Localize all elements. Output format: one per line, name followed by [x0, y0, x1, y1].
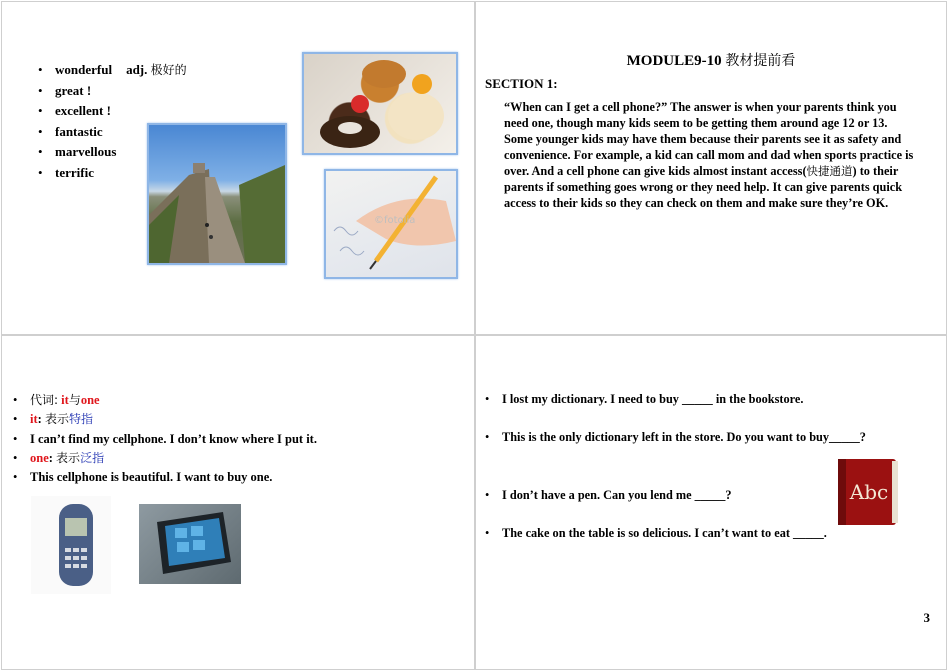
- pronoun-notes: [13, 391, 317, 487]
- example-sentence-one: This cellphone is beautiful. I want to buy one.: [30, 470, 273, 485]
- title-chinese: 教材提前看: [725, 53, 796, 69]
- list-item: [38, 81, 187, 102]
- list-item: [13, 410, 317, 429]
- hand-writing-photo: [324, 169, 458, 279]
- paragraph-part1: “When can I get a cell phone?” The answer is when your parents think you need one, though many kids seem to be getting them around age 12 or 13. Some younger kids may have them because their parents see it as safety and convenience. For example, a kid can call mom and dad when sports practice is over. And a cell phone can give kids almost instant access(: [504, 100, 914, 178]
- slide-exercises: [475, 335, 947, 670]
- photo-watermark: ©fotolia: [374, 215, 416, 226]
- list-item: [13, 391, 317, 410]
- section-heading: SECTION 1:: [485, 76, 558, 91]
- hand-writing-illustration: [326, 171, 456, 277]
- great-wall-photo: [147, 123, 287, 265]
- exercise-question: • This is the only dictionary left in the store. Do you want to buy_____?: [485, 429, 866, 445]
- colon: :: [48, 450, 53, 465]
- old-mobile-phone-photo: [31, 496, 111, 594]
- example-sentence-it: I can’t find my cellphone. I don’t know where I put it.: [30, 431, 317, 446]
- dictionary-book-illustration: [832, 457, 903, 527]
- pastries-photo: [302, 52, 458, 155]
- list-item: [13, 449, 317, 468]
- exercise-question: • I lost my dictionary. I need to buy _____ in the bookstore.: [485, 391, 803, 407]
- exercise-question: • I don’t have a pen. Can you lend me _____?: [485, 487, 732, 503]
- specific-reference-term: 特指: [68, 412, 93, 427]
- slide-pronouns: [1, 335, 475, 670]
- page-number: 3: [923, 610, 930, 625]
- exercise-question: • The cake on the table is so delicious. I can’t want to eat _____.: [485, 525, 827, 541]
- smartphone-photo: [139, 504, 241, 584]
- word-wonderful: wonderful: [55, 62, 113, 77]
- list-item: [38, 101, 187, 122]
- word-one: one: [30, 450, 49, 465]
- smartphone-illustration: [139, 504, 241, 584]
- paragraph-chinese-gloss: 快捷通道: [806, 164, 853, 178]
- word-it: it: [61, 393, 69, 407]
- word-great: great !: [55, 82, 92, 98]
- pastries-illustration: [304, 54, 456, 153]
- slide-title: [476, 50, 946, 70]
- dictionary-icon: [832, 457, 903, 527]
- great-wall-illustration: [149, 125, 285, 263]
- slide-adjectives: [1, 1, 475, 335]
- list-item: [13, 468, 317, 487]
- chinese-meaning: 极好的: [150, 63, 187, 77]
- indicates-label: 表示: [44, 412, 69, 427]
- word-terrific: terrific: [55, 164, 94, 180]
- dictionary-abc-label: Abc: [849, 480, 889, 504]
- conjunction: 与: [68, 393, 81, 407]
- colon: :: [37, 412, 42, 427]
- slide-module-preview: [475, 1, 947, 335]
- word-one: one: [80, 393, 100, 407]
- word-it: it: [30, 412, 38, 427]
- word-excellent: excellent !: [55, 103, 111, 119]
- list-item: [13, 430, 317, 449]
- reading-paragraph: [504, 99, 915, 211]
- general-reference-term: 泛指: [80, 450, 105, 465]
- old-mobile-phone-illustration: [31, 496, 111, 594]
- word-marvellous: marvellous: [55, 144, 117, 160]
- word-fantastic: fantastic: [55, 123, 103, 139]
- pronoun-label: 代词:: [30, 393, 59, 407]
- list-item: [38, 60, 187, 81]
- indicates-label: 表示: [56, 450, 81, 465]
- part-of-speech: adj.: [126, 62, 148, 77]
- title-module: MODULE9-10: [626, 53, 722, 69]
- paragraph-part2: ) to their parents if something goes wrong or they need help. It can give parents quick access to their kids so they can check on them and make sure they’re OK.: [504, 164, 903, 210]
